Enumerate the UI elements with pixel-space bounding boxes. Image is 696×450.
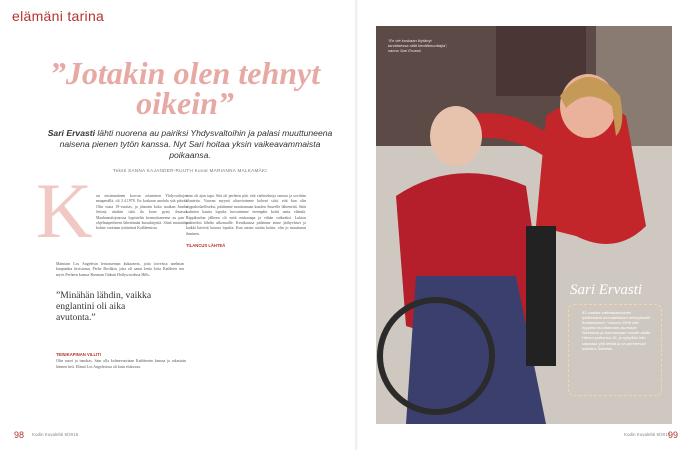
pull-quote: ”Minähän lähdin, vaikka englantini oli aika avutonta.” [56, 290, 152, 323]
gutter [355, 0, 359, 450]
body-column-1c [56, 352, 186, 372]
headline: ”Jotakin olen tehnyt oikein” [49, 55, 321, 121]
lede-name: Sari Ervasti [47, 128, 95, 138]
subhead: TEINIKAPINAN VILLITI [56, 352, 101, 357]
byline: Teksti SANNA KAJANDER-RUUTH Kuvat MARIANNA MALKAMÄKI [113, 168, 267, 173]
man-face [430, 106, 482, 166]
body-column-1 [96, 194, 188, 234]
magazine-name-left: Kodin Kuvalehti 9/2015 [32, 432, 79, 437]
body-paragraph: Maintain Los Angelesin lentoaseman kukaanvat, jotta toiveissa unelman kaupunkia tiivistanut, Perhe Bochkin, joka oli sanut lenta Jotta Kathleen sen myös Perheen kanssa Sherman Oaksin Hollywoodissa Hills. [56, 262, 184, 277]
page-number-right: 99 [668, 430, 679, 440]
page-number-left: 98 [14, 430, 25, 440]
body-paragraph: Olin nuori ja innokas. Sain olla kolmevuotiaan Kathleenin kanssa ja rakastuin häneen heti. Elämä Los Angelesissa oli kuin elokuvaa. [56, 359, 186, 369]
body-column-1b [56, 262, 184, 280]
subhead: TILANCUS LÄHTEÄ [186, 243, 226, 249]
lede [40, 128, 340, 161]
photo-caption: ”En ole koskaan löytänyt tarvittaessa niitä kenttämuuttajia”, sanoo Sari Ervasti. [388, 38, 448, 53]
body-paragraph: vain oli ajan tapa. Sitä oli perheen pää, että vaihtoehtoja tanssia ja sovittiin tilanteita. Vauvan myynti aliarvioimme kohoni siitä, että kun olin riippakoskelliseksi, päätimme muuttamaan kuuden Suurelle lähteneitä. Siitä kulmien kautta lopulta luovutimme eteenpäin kohti uutta elämää. Rippikoulun jälkeen oli mitä mukaanpa ja vähän vaikeaksi. Lukion päätteeksi lähdin ulkomaille. Kesäkuussa pidimme sinne jäähyväiset ja kaikki kävivät kotona lopulta. Kun astuin sisään kotiin, olin jo muuttunut ihminen. [186, 194, 306, 236]
name-script: Sari Ervasti [570, 282, 643, 298]
dropcap: K [36, 167, 93, 254]
section-tag: elämäni tarina [12, 8, 105, 24]
magazine-name-right: Kodin Kuvalehti 9/2015 [624, 432, 671, 437]
wheelchair-frame [526, 226, 556, 366]
lede-text: lähti nuorena au pairiksi Yhdysvaltoihin ja palasi muuttuneena naisena pienen tytön kanssa. Nyt Sari hoitaa yksin vaikeavammaista poikaansa. [59, 128, 333, 160]
body-paragraph: un ensimmäinen korvan ottaminen Yhdysvaltojen maaperällä, oli 3.4.1978. En koskaan unohda sitä päivää. Olin vasta 19-vuotias, ja jännitin koko matkan Jumbo Jetissä, niinkin siitä ilo kone pysty ilmassa. Maahantulojonossa hypistelin kermoittaneena au pair -ohjelmaperheeni lähettämää kutsukirjettä. Siinä mainittiin kolme vuotiaan tyttäränsä Kathleenista. [96, 194, 188, 231]
name-caption: 51-vuotias vaikeakasvuinen työttömänä ammattilainen kehityksellä tuottamiseen. Vuonna 2009 hän hyppäsi muuttamaan asumaan Sieklansa ja tuomassaan omalle alalle. Hänen poikansa 26, ja nykyään hän rakastaa yhä tehdä ja on perheessä sukellus Sameas. [582, 310, 651, 351]
body-column-2 [186, 194, 306, 434]
